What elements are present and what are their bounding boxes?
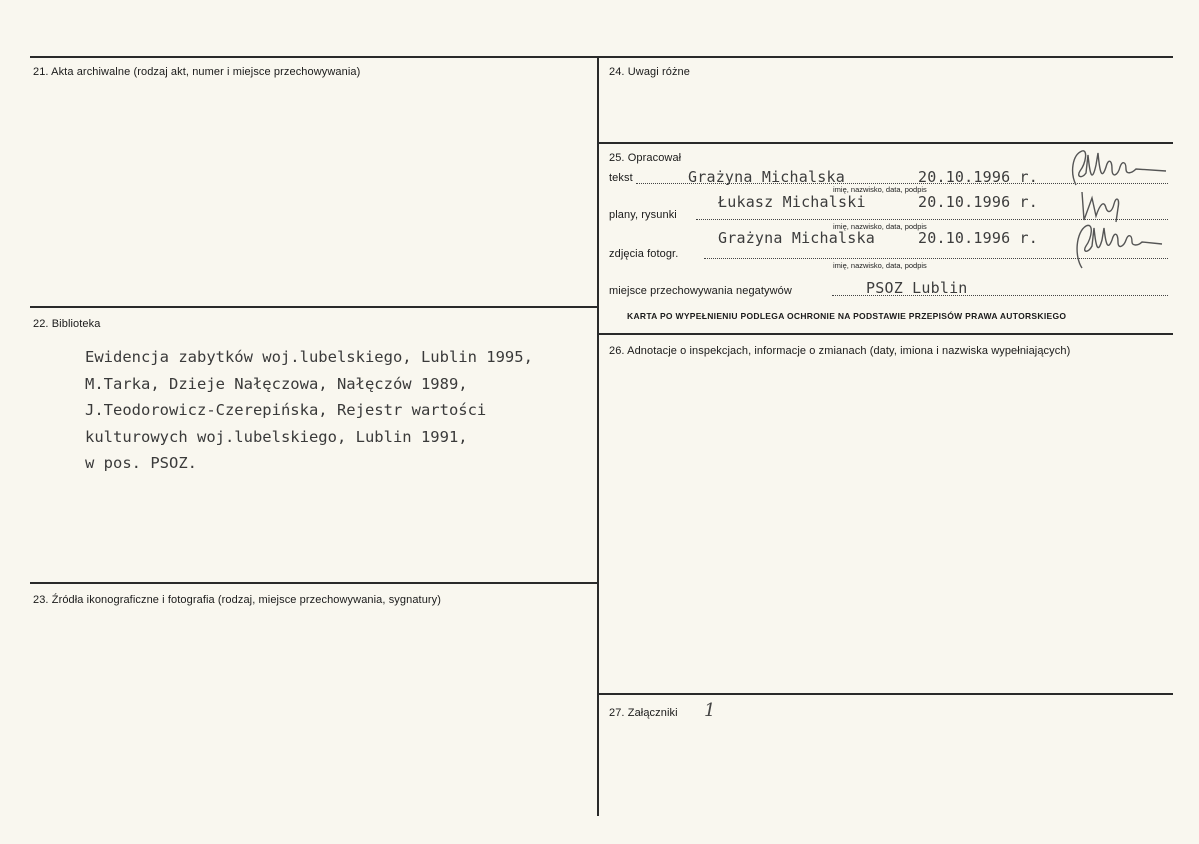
plany-author: Łukasz Michalski	[718, 193, 866, 211]
bibliography-line: J.Teodorowicz-Czerepińska, Rejestr wartości	[85, 401, 487, 419]
bibliography-line: kulturowych woj.lubelskiego, Lublin 1991,	[85, 427, 468, 446]
section-25-label: 25. Opracował	[609, 152, 682, 164]
plany-label: plany, rysunki	[609, 209, 677, 221]
tekst-label: tekst	[609, 172, 633, 184]
tekst-author: Grażyna Michalska	[688, 168, 845, 186]
negatywy-value: PSOZ Lublin	[866, 279, 968, 297]
copyright-notice: KARTA PO WYPEŁNIENIU PODLEGA OCHRONIE NA PODSTAWIE PRZEPISÓW PRAWA AUTORSKIEGO	[627, 311, 1067, 321]
zdjecia-label: zdjęcia fotogr.	[609, 248, 679, 260]
zdjecia-caption: imię, nazwisko, data, podpis	[833, 261, 927, 270]
section-26-label: 26. Adnotacje o inspekcjach, informacje o zmianach (daty, imiona i nazwiska wypełniających)	[609, 345, 1071, 357]
negatywy-label: miejsce przechowywania negatywów	[609, 285, 792, 297]
zdjecia-date: 20.10.1996 r.	[918, 229, 1038, 247]
tekst-date: 20.10.1996 r.	[918, 168, 1038, 186]
rule-26-27	[598, 693, 1173, 695]
zdjecia-author: Grażyna Michalska	[718, 229, 875, 247]
tekst-caption: imię, nazwisko, data, podpis	[833, 185, 927, 194]
section-21-label: 21. Akta archiwalne (rodzaj akt, numer i miejsce przechowywania)	[33, 66, 361, 78]
attachments-count: 1	[704, 700, 716, 721]
section-27-label: 27. Załączniki	[609, 707, 678, 719]
center-divider	[597, 56, 599, 816]
bibliography-line: M.Tarka, Dzieje Nałęczowa, Nałęczów 1989,	[85, 374, 468, 393]
plany-date: 20.10.1996 r.	[918, 193, 1038, 211]
rule-25-26	[598, 333, 1173, 335]
bibliography-line: w pos. PSOZ.	[85, 454, 197, 472]
section-24-label: 24. Uwagi różne	[609, 66, 690, 78]
section-22-label: 22. Biblioteka	[33, 318, 101, 330]
top-rule	[30, 56, 1173, 58]
bibliography-line: Ewidencja zabytków woj.lubelskiego, Lublin 1995,	[85, 348, 533, 366]
bibliography-list	[85, 344, 533, 477]
rule-24-25	[598, 142, 1173, 144]
plany-caption: imię, nazwisko, data, podpis	[833, 222, 927, 231]
rule-21-22	[30, 306, 598, 308]
rule-22-23	[30, 582, 598, 584]
signature-zdjecia	[1070, 216, 1166, 272]
section-23-label: 23. Źródła ikonograficzne i fotografia (rodzaj, miejsce przechowywania, sygnatury)	[33, 594, 442, 606]
